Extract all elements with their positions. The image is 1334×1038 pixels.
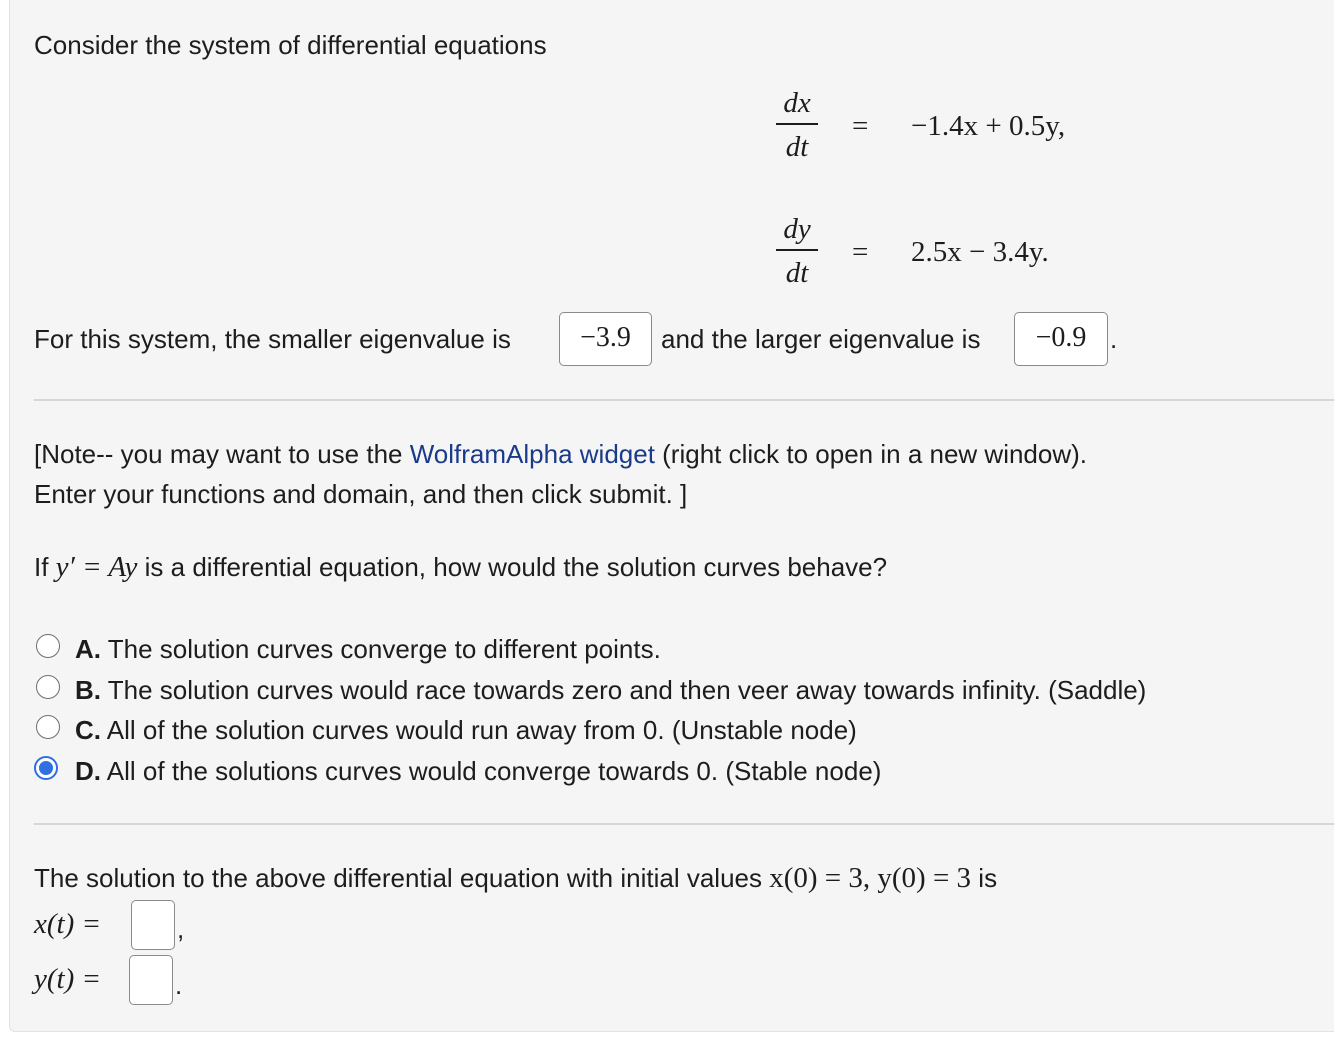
fraction-denominator: dt — [785, 131, 809, 163]
question-text — [34, 552, 887, 582]
option-c-label[interactable] — [75, 715, 857, 745]
larger-eigenvalue-answer[interactable]: −0.9 — [1014, 312, 1108, 366]
fraction-denominator: dt — [785, 257, 809, 289]
option-b-label[interactable] — [75, 675, 1146, 705]
option-b-text: The solution curves would race towards zero and then veer away towards infinity. (Saddle) — [101, 675, 1147, 705]
eigen-middle-text: and the larger eigenvalue is — [661, 324, 981, 354]
note-line-1 — [34, 439, 1087, 469]
y-of-t-label: y(t) = — [34, 963, 102, 995]
fraction-dx-dt — [776, 86, 818, 164]
fraction-numerator: dx — [783, 87, 811, 119]
option-d-letter: D. — [75, 756, 101, 786]
note-prefix: [Note-- you may want to use the — [34, 439, 410, 469]
divider-2 — [34, 823, 1334, 825]
smaller-eigenvalue-answer[interactable]: −3.9 — [559, 312, 652, 366]
solution-prefix: The solution to the above differential equation with initial values — [34, 863, 770, 893]
option-c-radio[interactable] — [36, 715, 60, 739]
solution-suffix: is — [971, 863, 998, 893]
option-d-label[interactable] — [75, 756, 881, 786]
option-a-label[interactable] — [75, 634, 661, 664]
equation-1-rhs: −1.4x + 0.5y, — [911, 110, 1066, 142]
initial-values: x(0) = 3, y(0) = 3 — [769, 862, 972, 894]
equals-sign-2: = — [852, 236, 869, 268]
option-a-letter: A. — [75, 634, 101, 664]
option-c-letter: C. — [75, 715, 101, 745]
question-equation: y′ = Ay — [55, 551, 138, 583]
eigen-end-period: . — [1110, 324, 1118, 354]
divider-1 — [34, 399, 1334, 401]
fraction-bar — [776, 249, 818, 251]
x-of-t-label: x(t) = — [34, 908, 102, 940]
option-a-radio[interactable] — [36, 634, 60, 658]
option-b-radio[interactable] — [36, 675, 60, 699]
question-rest: is a differential equation, how would the solution curves behave? — [137, 552, 888, 582]
note-line-2: Enter your functions and domain, and then click submit. ] — [34, 479, 688, 509]
option-d-radio[interactable] — [34, 756, 58, 780]
equals-sign-1: = — [852, 110, 869, 142]
question-if: If — [34, 552, 56, 582]
note-suffix: (right click to open in a new window). — [654, 439, 1088, 469]
fraction-dy-dt — [776, 212, 818, 290]
wolframalpha-widget-link[interactable]: WolframAlpha widget — [409, 439, 655, 469]
fraction-numerator: dy — [783, 213, 811, 245]
y-of-t-input[interactable] — [129, 955, 173, 1005]
x-of-t-input[interactable] — [131, 900, 175, 950]
option-b-letter: B. — [75, 675, 101, 705]
fraction-bar — [776, 123, 818, 125]
x-of-t-comma: , — [177, 914, 185, 944]
option-d-text: All of the solutions curves would converge towards 0. (Stable node) — [101, 756, 882, 786]
option-a-text: The solution curves converge to different points. — [101, 634, 661, 664]
equation-2-rhs: 2.5x − 3.4y. — [911, 236, 1049, 268]
option-c-text: All of the solution curves would run away from 0. (Unstable node) — [101, 715, 857, 745]
solution-text — [34, 863, 997, 893]
eigen-prefix-text: For this system, the smaller eigenvalue is — [34, 324, 511, 354]
intro-text: Consider the system of differential equations — [34, 30, 547, 60]
y-of-t-period: . — [175, 970, 183, 1000]
